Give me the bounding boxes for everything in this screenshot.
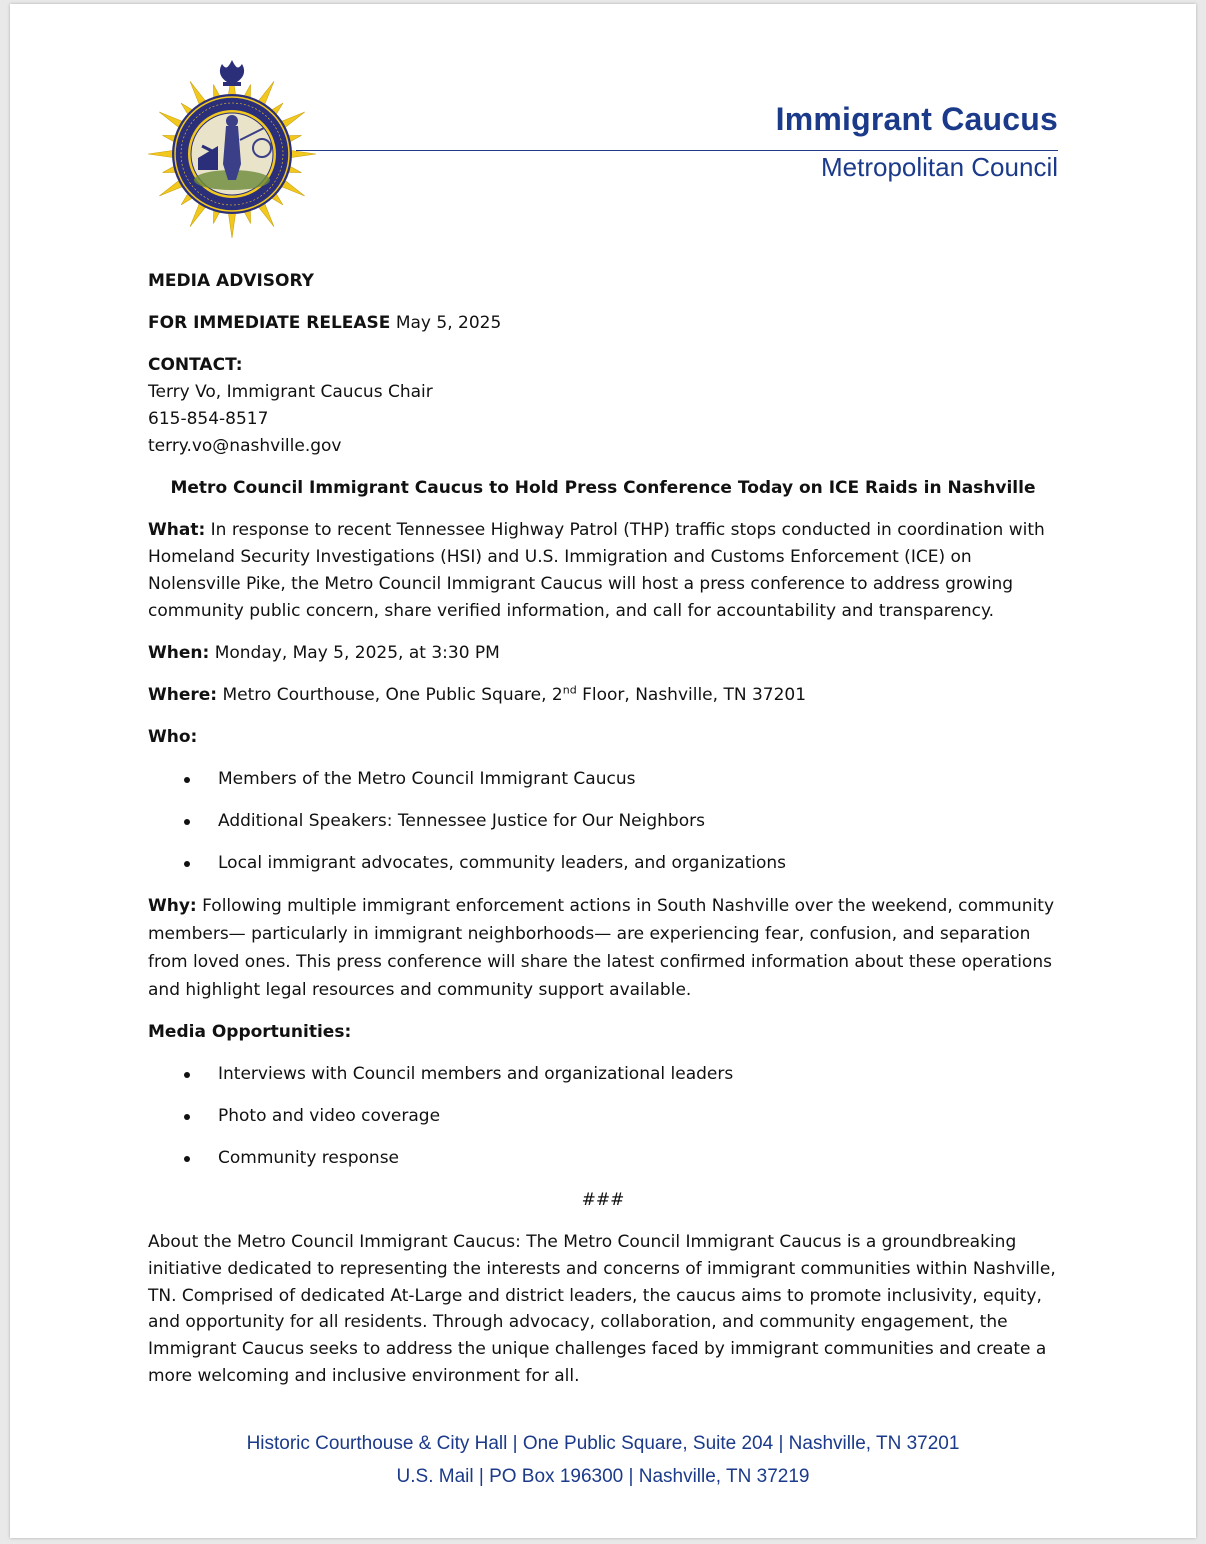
council-subtitle: Metropolitan Council <box>820 152 1058 182</box>
where-section: Where: Metro Courthouse, One Public Square, 2nd Floor, Nashville, TN 37201 <box>148 683 807 705</box>
who-label: Who: <box>148 727 198 747</box>
who-list <box>148 766 1058 877</box>
media-advisory-label: MEDIA ADVISORY <box>148 271 314 291</box>
footer-address: Historic Courthouse & City Hall | One Public Square, Suite 204 | Nashville, TN 37201 <box>246 1433 960 1454</box>
release-label: FOR IMMEDIATE RELEASE <box>148 313 391 333</box>
what-label: What: <box>148 520 206 540</box>
media-list-item: Community response <box>148 1145 1058 1172</box>
advisory-body <box>148 268 1058 1390</box>
headline: Metro Council Immigrant Caucus to Hold Press Conference Today on ICE Raids in Nashville <box>170 478 1036 498</box>
contact-label: CONTACT: <box>148 355 243 375</box>
footer-mail: U.S. Mail | PO Box 196300 | Nashville, TN 37219 <box>396 1466 810 1487</box>
seal-ray <box>228 210 236 238</box>
contact-phone: 615-854-8517 <box>148 409 269 429</box>
media-list-item: Interviews with Council members and organizational leaders <box>148 1061 1058 1088</box>
why-text: Following multiple immigrant enforcement actions in South Nashville over the weekend, community members— particularly in immigrant neighborhoods— are experiencing fear, confusion, and separation from loved ones. This press conference will share the latest confirmed information about these operations and highlight legal resources and community support available. <box>148 896 1055 1000</box>
media-opportunities-label: Media Opportunities: <box>148 1022 352 1042</box>
release-line <box>148 310 1058 337</box>
end-mark: ### <box>581 1190 625 1210</box>
media-list <box>148 1061 1058 1172</box>
who-list-item: Local immigrant advocates, community leaders, and organizations <box>148 850 1058 877</box>
where-label: Where: <box>148 685 218 705</box>
when-text: Monday, May 5, 2025, at 3:30 PM <box>209 643 500 663</box>
what-section <box>148 517 1058 625</box>
seal-ray <box>288 150 316 158</box>
who-list-item: Additional Speakers: Tennessee Justice for Our Neighbors <box>148 808 1058 835</box>
media-list-item: Photo and video coverage <box>148 1103 1058 1130</box>
metro-nashville-seal-logo <box>146 58 318 242</box>
release-date: May 5, 2025 <box>390 313 502 333</box>
contact-email: terry.vo@nashville.gov <box>148 436 342 456</box>
about-paragraph: About the Metro Council Immigrant Caucus: The Metro Council Immigrant Caucus is a groundbreaking initiative dedicated to representing the interests and concerns of immigrant communities within Nashville, TN. Comprised of dedicated At-Large and district leaders, the caucus aims to promote inclusivity, equity, and opportunity for all residents. Through advocacy, collaboration, and community engagement, the Immigrant Caucus seeks to address the unique challenges faced by immigrant communities and create a more welcoming and inclusive environment for all. <box>148 1232 1056 1386</box>
caucus-title: Immigrant Caucus <box>775 101 1058 137</box>
when-label: When: <box>148 643 210 663</box>
seal-ray <box>148 150 176 158</box>
contact-name: Terry Vo, Immigrant Caucus Chair <box>148 382 433 402</box>
who-list-item: Members of the Metro Council Immigrant Caucus <box>148 766 1058 793</box>
what-text: In response to recent Tennessee Highway Patrol (THP) traffic stops conducted in coordination with Homeland Security Investigations (HSI) and U.S. Immigration and Customs Enforcement (ICE) on Nolensville Pike, the Metro Council Immigrant Caucus will host a press conference to address growing community public concern, share verified information, and call for accountability and transparency. <box>148 520 1045 621</box>
why-label: Why: <box>148 896 197 916</box>
header-rule <box>296 150 1058 151</box>
when-section <box>148 640 1058 667</box>
why-section <box>148 892 1058 1004</box>
